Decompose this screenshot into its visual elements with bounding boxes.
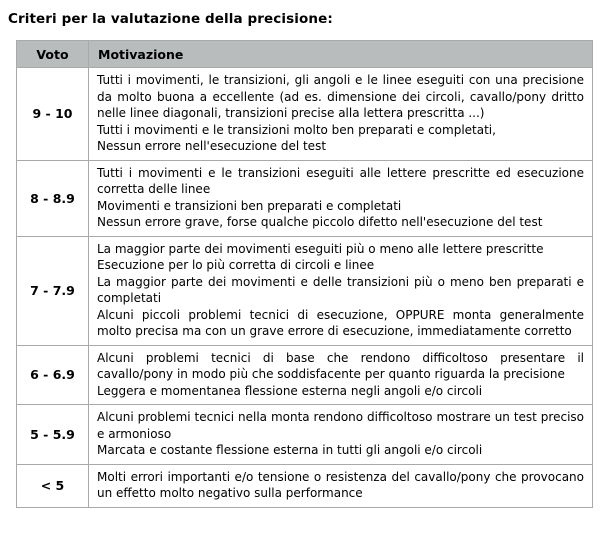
motivation-text: Nessun errore grave, forse qualche piccolo difetto nell'esecuzione del test (97, 215, 543, 229)
motivation-text: Movimenti e transizioni ben preparati e completati (97, 198, 402, 213)
motivation-text: La maggior parte dei movimenti eseguiti più o meno alle lettere prescritte (97, 241, 544, 256)
motivation-text: Alcuni problemi tecnici nella monta rendono difficoltoso mostrare un test preciso e armonioso (97, 410, 584, 441)
motivation-text: Nessun errore nell'esecuzione del test (97, 139, 327, 153)
table-header-row (17, 41, 593, 68)
table-row-7-79 (17, 236, 593, 345)
table-row-below-5 (17, 464, 593, 507)
motivation-cell (89, 68, 593, 161)
motivation-text: Tutti i movimenti, le transizioni, gli angoli e le linee eseguiti con una precisione da molto buona a eccellente (ad es. dimensione dei circoli, cavallo/pony dritto nelle linee diagonali, transizioni precise alla lettera prescritta ...) (97, 73, 584, 120)
criteria-table (16, 40, 593, 508)
grade-cell: 7 - 7.9 (17, 236, 89, 345)
motivation-cell (89, 160, 593, 236)
motivation-text: La maggior parte dei movimenti e delle transizioni più o meno ben preparati e completati (97, 274, 584, 305)
motivation-text: Alcuni piccoli problemi tecnici di esecuzione, OPPURE monta generalmente molto precisa ma con un grave errore di esecuzione, immediatamente corretto (97, 307, 584, 338)
motivation-cell (89, 236, 593, 345)
grade-cell: 8 - 8.9 (17, 160, 89, 236)
column-header-voto: Voto (17, 41, 89, 68)
page-title: Criteri per la valutazione della precisione: (8, 11, 333, 27)
motivation-text: Esecuzione per lo più corretta di circoli e linee (97, 258, 375, 272)
motivation-text: Alcuni problemi tecnici di base che rendono difficoltoso presentare il cavallo/pony in modo più che soddisfacente per quanto riguarda la precisione (97, 350, 584, 381)
motivation-cell (89, 464, 593, 507)
grade-cell: 9 - 10 (17, 68, 89, 161)
table-row-9-10 (17, 68, 593, 161)
motivation-text: Tutti i movimenti e le transizioni eseguiti alle lettere prescritte ed esecuzione corretta delle linee (97, 165, 584, 196)
motivation-cell (89, 345, 593, 405)
motivation-text: Marcata e costante flessione esterna in tutti gli angoli e/o circoli (97, 443, 483, 457)
column-header-motivazione: Motivazione (89, 41, 593, 68)
motivation-cell (89, 405, 593, 465)
table-row-5-59 (17, 405, 593, 465)
grade-cell: < 5 (17, 464, 89, 507)
table-row-8-89 (17, 160, 593, 236)
grade-cell: 5 - 5.9 (17, 405, 89, 465)
motivation-text: Leggera e momentanea flessione esterna negli angoli e/o circoli (97, 383, 483, 398)
motivation-text: Molti errori importanti e/o tensione o resistenza del cavallo/pony che provocano un effetto molto negativo sulla performance (97, 469, 584, 500)
table-row-6-69 (17, 345, 593, 405)
grade-cell: 6 - 6.9 (17, 345, 89, 405)
motivation-text: Tutti i movimenti e le transizioni molto ben preparati e completati, (97, 122, 496, 137)
